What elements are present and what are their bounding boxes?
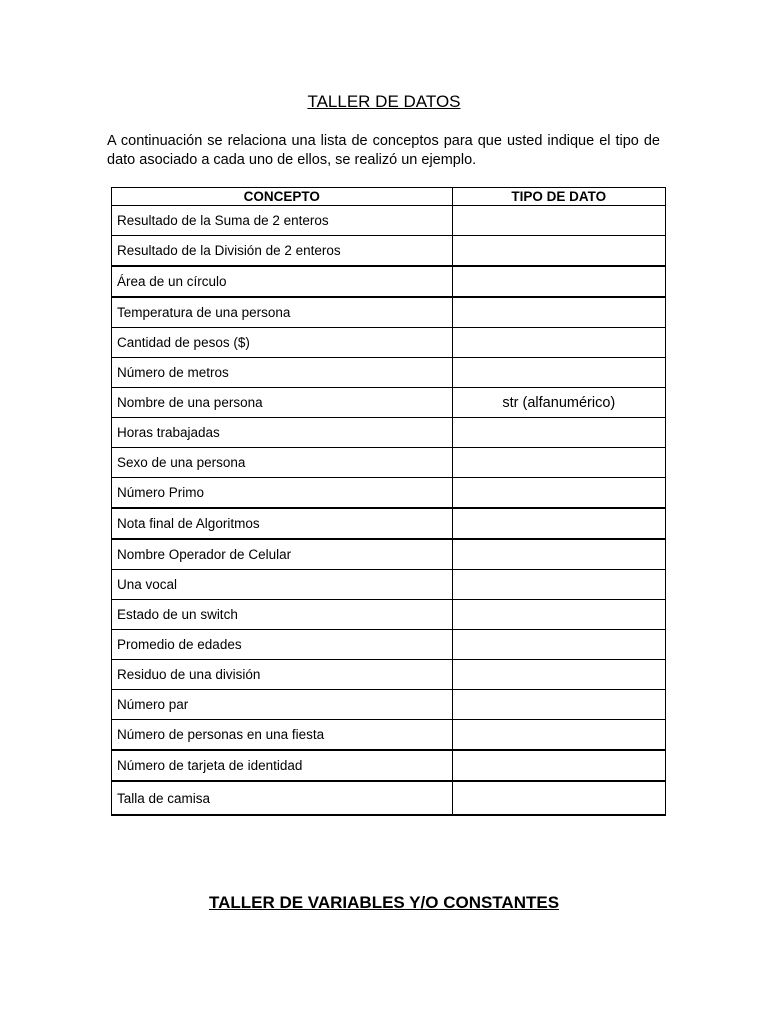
concepto-cell: Nota final de Algoritmos: [112, 508, 453, 539]
table-row: [112, 720, 666, 751]
table-row: [112, 448, 666, 478]
section-title-variables: TALLER DE VARIABLES Y/O CONSTANTES: [208, 893, 560, 912]
concepto-cell: Nombre Operador de Celular: [112, 539, 453, 570]
concepto-cell: Número de tarjeta de identidad: [112, 750, 453, 781]
table-row: [112, 570, 666, 600]
tipo-cell[interactable]: [452, 328, 665, 358]
table-header-row: [112, 188, 666, 206]
concepto-cell: Nombre de una persona: [112, 388, 453, 418]
tipo-cell[interactable]: [452, 206, 665, 236]
concepto-cell: Área de un círculo: [112, 266, 453, 297]
table-row: [112, 297, 666, 328]
table-row: [112, 478, 666, 509]
table-row: [112, 508, 666, 539]
table-row: [112, 660, 666, 690]
tipo-cell[interactable]: [452, 448, 665, 478]
concepto-cell: Una vocal: [112, 570, 453, 600]
concepto-cell: Resultado de la Suma de 2 enteros: [112, 206, 453, 236]
tipo-cell[interactable]: [452, 236, 665, 267]
concept-table: [111, 187, 666, 816]
tipo-cell[interactable]: [452, 358, 665, 388]
table-row: [112, 630, 666, 660]
tipo-cell[interactable]: [452, 750, 665, 781]
table-body: [112, 206, 666, 816]
concepto-cell: Número par: [112, 690, 453, 720]
table-row: [112, 418, 666, 448]
page-title: TALLER DE DATOS: [307, 92, 461, 111]
concepto-cell: Número de personas en una fiesta: [112, 720, 453, 751]
intro-paragraph: A continuación se relaciona una lista de conceptos para que usted indique el tipo de dato asociado a cada uno de ellos, se realizó un ejemplo.: [107, 133, 660, 168]
tipo-cell[interactable]: [452, 630, 665, 660]
table-row: [112, 600, 666, 630]
tipo-cell-example[interactable]: str (alfanumérico): [452, 388, 665, 418]
tipo-cell[interactable]: [452, 570, 665, 600]
table-row: [112, 206, 666, 236]
header-tipo-de-dato: TIPO DE DATO: [452, 188, 665, 206]
table-row: [112, 781, 666, 815]
table-row: [112, 328, 666, 358]
tipo-cell[interactable]: [452, 478, 665, 509]
concepto-cell: Número de metros: [112, 358, 453, 388]
tipo-cell[interactable]: [452, 720, 665, 751]
header-concepto: CONCEPTO: [112, 188, 453, 206]
tipo-cell[interactable]: [452, 297, 665, 328]
tipo-cell[interactable]: [452, 781, 665, 815]
concepto-cell: Temperatura de una persona: [112, 297, 453, 328]
concepto-cell: Talla de camisa: [112, 781, 453, 815]
table-row: [112, 358, 666, 388]
concepto-cell: Resultado de la División de 2 enteros: [112, 236, 453, 267]
concepto-cell: Promedio de edades: [112, 630, 453, 660]
table-row: [112, 266, 666, 297]
tipo-cell[interactable]: [452, 508, 665, 539]
table-row: [112, 388, 666, 418]
table-row: [112, 236, 666, 267]
concepto-cell: Horas trabajadas: [112, 418, 453, 448]
concepto-cell: Sexo de una persona: [112, 448, 453, 478]
tipo-cell[interactable]: [452, 539, 665, 570]
tipo-cell[interactable]: [452, 600, 665, 630]
concepto-cell: Cantidad de pesos ($): [112, 328, 453, 358]
concepto-cell: Residuo de una división: [112, 660, 453, 690]
table-row: [112, 539, 666, 570]
table-row: [112, 750, 666, 781]
concepto-cell: Número Primo: [112, 478, 453, 509]
tipo-cell[interactable]: [452, 266, 665, 297]
tipo-cell[interactable]: [452, 690, 665, 720]
tipo-cell[interactable]: [452, 418, 665, 448]
tipo-cell[interactable]: [452, 660, 665, 690]
concepto-cell: Estado de un switch: [112, 600, 453, 630]
table-row: [112, 690, 666, 720]
